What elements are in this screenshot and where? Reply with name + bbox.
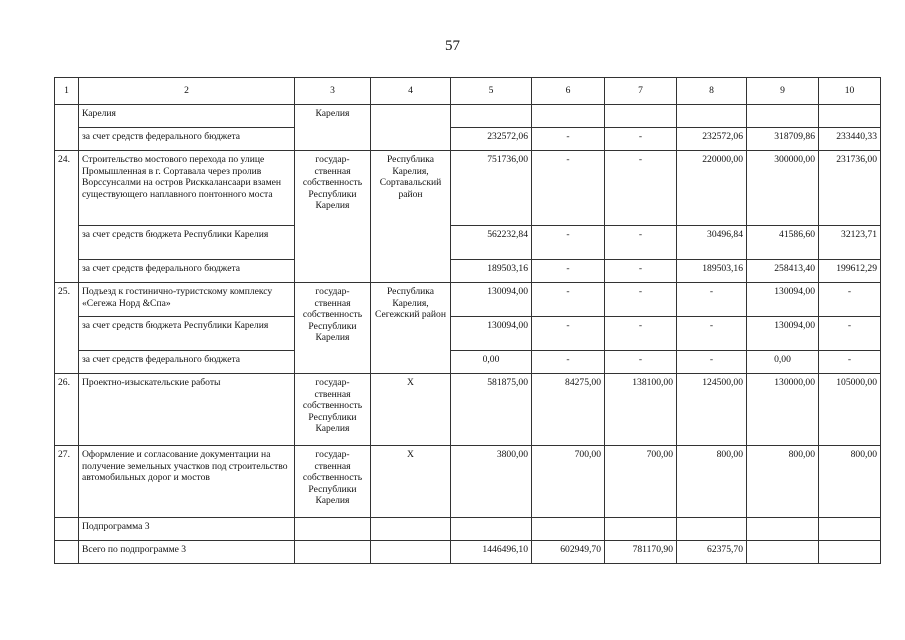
- col-header: 7: [605, 78, 677, 105]
- row-number: 25.: [55, 283, 79, 374]
- row-number-cell: [55, 105, 79, 151]
- value-cell: 751736,00: [451, 151, 532, 226]
- funding-source-label: за счет средств бюджета Республики Карелия: [79, 226, 295, 260]
- value-cell: 3800,00: [451, 446, 532, 518]
- funding-source-label: за счет средств федерального бюджета: [79, 260, 295, 283]
- owner-cell: государ-ственная собственность Республики Карелия: [295, 283, 371, 374]
- value-cell: [819, 105, 881, 128]
- value-cell: [532, 518, 605, 541]
- col-header: 8: [677, 78, 747, 105]
- item-name: Строительство мостового перехода по улице Промышленная в г. Сортавала через пролив Ворссунсалми на остров Рисккалансаари взамен существующего наплавного понтонного моста: [79, 151, 295, 226]
- value-cell: -: [677, 283, 747, 317]
- value-cell: -: [532, 128, 605, 151]
- value-cell: 84275,00: [532, 374, 605, 446]
- value-cell: 124500,00: [677, 374, 747, 446]
- location-cell: [371, 518, 451, 541]
- item-name: Оформление и согласование документации на получение земельных участков под строительство автомобильных дорог и мостов: [79, 446, 295, 518]
- table-row: [55, 518, 881, 541]
- value-cell: 62375,70: [677, 541, 747, 564]
- value-cell: 562232,84: [451, 226, 532, 260]
- value-cell: -: [532, 151, 605, 226]
- value-cell: 800,00: [819, 446, 881, 518]
- value-cell: [677, 518, 747, 541]
- value-cell: -: [819, 317, 881, 351]
- row-number: 24.: [55, 151, 79, 283]
- col-header: 1: [55, 78, 79, 105]
- value-cell: 0,00: [747, 351, 819, 374]
- location-cell: [371, 541, 451, 564]
- col-header: 2: [79, 78, 295, 105]
- value-cell: -: [532, 351, 605, 374]
- value-cell: 602949,70: [532, 541, 605, 564]
- value-cell: 199612,29: [819, 260, 881, 283]
- value-cell: [451, 518, 532, 541]
- location-cell: [371, 105, 451, 151]
- table-row: [55, 226, 881, 260]
- value-cell: 581875,00: [451, 374, 532, 446]
- funding-source-label: за счет средств федерального бюджета: [79, 351, 295, 374]
- value-cell: 30496,84: [677, 226, 747, 260]
- value-cell: 233440,33: [819, 128, 881, 151]
- value-cell: [605, 518, 677, 541]
- table-row: [55, 151, 881, 226]
- owner-cell: государ-ственная собственность Республики Карелия: [295, 446, 371, 518]
- value-cell: 130094,00: [747, 317, 819, 351]
- value-cell: 130094,00: [451, 283, 532, 317]
- value-cell: 130094,00: [747, 283, 819, 317]
- value-cell: -: [532, 283, 605, 317]
- value-cell: 258413,40: [747, 260, 819, 283]
- table-row: [55, 128, 881, 151]
- value-cell: 231736,00: [819, 151, 881, 226]
- value-cell: -: [605, 260, 677, 283]
- value-cell: -: [532, 260, 605, 283]
- row-number: 27.: [55, 446, 79, 518]
- value-cell: 32123,71: [819, 226, 881, 260]
- owner-cell: государ-ственная собственность Республики Карелия: [295, 151, 371, 283]
- value-cell: 781170,90: [605, 541, 677, 564]
- row-number-cell: [55, 518, 79, 541]
- value-cell: 300000,00: [747, 151, 819, 226]
- value-cell: 189503,16: [451, 260, 532, 283]
- col-header: 3: [295, 78, 371, 105]
- value-cell: -: [819, 283, 881, 317]
- table-row: [55, 105, 881, 128]
- location-cell: Республика Карелия, Сегежский район: [371, 283, 451, 374]
- table-row: [55, 374, 881, 446]
- value-cell: -: [532, 317, 605, 351]
- value-cell: -: [677, 351, 747, 374]
- value-cell: -: [605, 226, 677, 260]
- value-cell: -: [605, 317, 677, 351]
- location-cell: X: [371, 446, 451, 518]
- value-cell: [532, 105, 605, 128]
- value-cell: 700,00: [605, 446, 677, 518]
- total-label: Всего по подпрограмме 3: [79, 541, 295, 564]
- value-cell: 105000,00: [819, 374, 881, 446]
- row-number: 26.: [55, 374, 79, 446]
- page-number: 57: [445, 38, 460, 54]
- table-row: [55, 541, 881, 564]
- value-cell: [747, 518, 819, 541]
- value-cell: [677, 105, 747, 128]
- value-cell: 232572,06: [451, 128, 532, 151]
- row-number-cell: [55, 541, 79, 564]
- value-cell: -: [605, 351, 677, 374]
- location-cell: Республика Карелия, Сортавальский район: [371, 151, 451, 283]
- col-header: 9: [747, 78, 819, 105]
- value-cell: [747, 105, 819, 128]
- value-cell: -: [819, 351, 881, 374]
- value-cell: 800,00: [677, 446, 747, 518]
- value-cell: [819, 541, 881, 564]
- owner-cell: государ-ственная собственность Республики Карелия: [295, 374, 371, 446]
- col-header: 4: [371, 78, 451, 105]
- item-name: Карелия: [79, 105, 295, 128]
- owner-cell: [295, 518, 371, 541]
- value-cell: 220000,00: [677, 151, 747, 226]
- col-header: 6: [532, 78, 605, 105]
- value-cell: 318709,86: [747, 128, 819, 151]
- value-cell: 138100,00: [605, 374, 677, 446]
- value-cell: [819, 518, 881, 541]
- value-cell: 41586,60: [747, 226, 819, 260]
- col-header: 5: [451, 78, 532, 105]
- table-row: [55, 283, 881, 317]
- value-cell: 130094,00: [451, 317, 532, 351]
- budget-table: [54, 77, 881, 564]
- value-cell: 800,00: [747, 446, 819, 518]
- value-cell: -: [532, 226, 605, 260]
- table-row: [55, 446, 881, 518]
- value-cell: 232572,06: [677, 128, 747, 151]
- item-name: Проектно-изыскательские работы: [79, 374, 295, 446]
- value-cell: -: [605, 283, 677, 317]
- value-cell: 700,00: [532, 446, 605, 518]
- table-row: [55, 351, 881, 374]
- funding-source-label: за счет средств федерального бюджета: [79, 128, 295, 151]
- table-row: [55, 317, 881, 351]
- owner-cell: Карелия: [295, 105, 371, 151]
- value-cell: -: [605, 151, 677, 226]
- header-row: [55, 78, 881, 105]
- value-cell: 0,00: [451, 351, 532, 374]
- value-cell: -: [677, 317, 747, 351]
- value-cell: 189503,16: [677, 260, 747, 283]
- value-cell: [605, 105, 677, 128]
- item-name: Подъезд к гостинично-туристскому комплексу «Сегежа Норд &Спа»: [79, 283, 295, 317]
- subprogram-label: Подпрограмма 3: [79, 518, 295, 541]
- value-cell: -: [605, 128, 677, 151]
- value-cell: 1446496,10: [451, 541, 532, 564]
- value-cell: [451, 105, 532, 128]
- value-cell: 130000,00: [747, 374, 819, 446]
- table-row: [55, 260, 881, 283]
- owner-cell: [295, 541, 371, 564]
- location-cell: X: [371, 374, 451, 446]
- funding-source-label: за счет средств бюджета Республики Карелия: [79, 317, 295, 351]
- value-cell: [747, 541, 819, 564]
- col-header: 10: [819, 78, 881, 105]
